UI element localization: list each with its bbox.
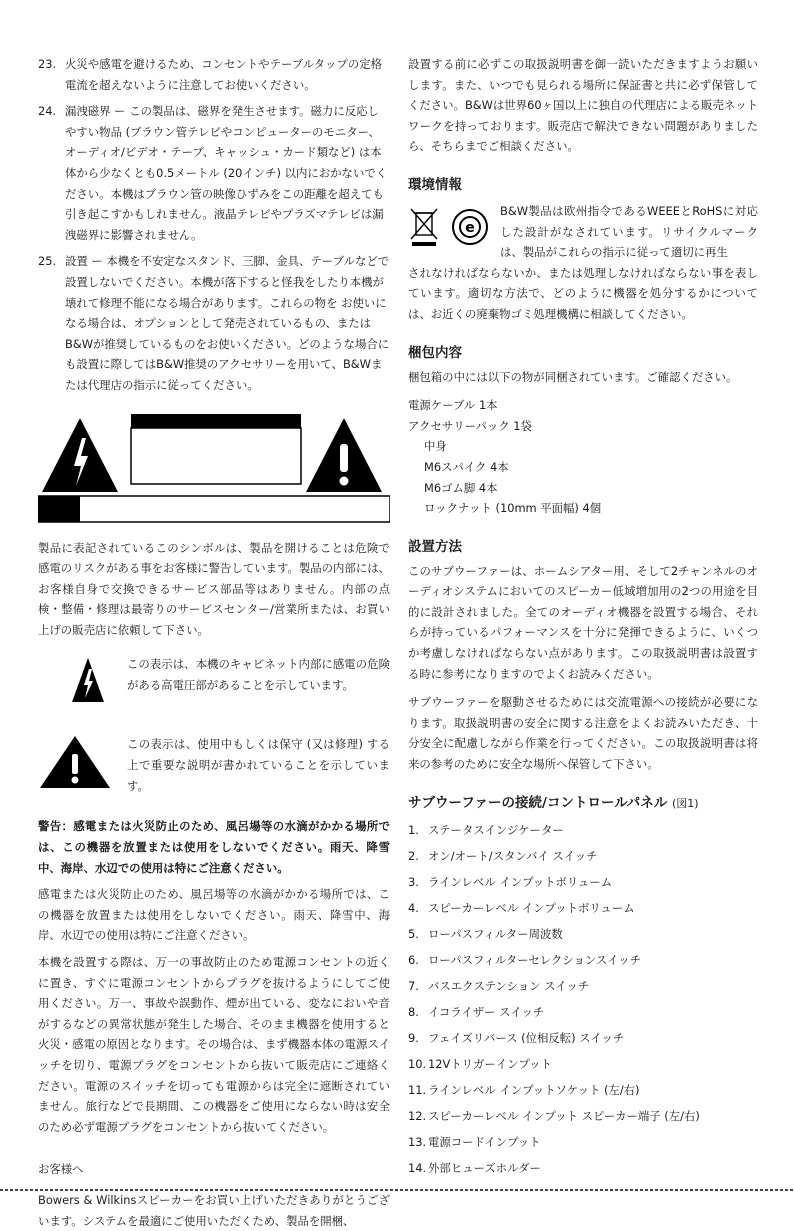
- list-item: [408, 1028, 758, 1048]
- environment-heading: 環境情報: [408, 176, 462, 193]
- warning-paragraph: 感電または火災防止のため、風呂場等の水滴がかかる場所では、この機器を放置または使用をしないでください。雨天、降雪中、海岸、水辺での使用は特にご注意ください。: [38, 887, 390, 943]
- item-text: 火災や感電を避けるため、コンセントやテーブルタップの定格電流を超えないように注意してお使いください。: [65, 57, 383, 92]
- safety-item-23: [38, 54, 390, 95]
- exclamation-description: この表示は、使用中もしくは保守 (又は修理) する上で重要な説明が書かれていることを示しています。: [127, 737, 390, 793]
- list-item: [408, 820, 758, 840]
- package-intro: 梱包箱の中には以下の物が同梱されています。ご確認ください。: [408, 369, 738, 384]
- item-number: 13.: [408, 1134, 427, 1149]
- list-item: [408, 976, 758, 996]
- list-item: M6スパイク 4本: [424, 459, 509, 474]
- thanks-paragraph: Bowers & Wilkinsスピーカーをお買い上げいただきありがとうございます。システムを最適にご使用いただくため、製品を開梱、: [38, 1192, 390, 1228]
- item-number: 1.: [408, 822, 419, 837]
- symbol-paragraph: 製品に表記されているこのシンボルは、製品を開けることは危険で感電のリスクがある事をお客様に警告しています。製品の内部には、お客様自身で交換できるサービス部品等はありません。内部の点検・整備・修理は最寄りのサービスセンター/営業所または、お買い上げの販売店に依頼して下さい。: [38, 540, 390, 637]
- list-item: [408, 846, 758, 866]
- lightning-symbol-icon: [72, 656, 104, 704]
- page-bottom-border: [0, 1189, 794, 1191]
- item-number: 9.: [408, 1030, 419, 1045]
- warning-strip-box: [38, 496, 390, 522]
- caution-graphic: [38, 410, 390, 528]
- weee-bin-icon: [411, 209, 437, 246]
- list-item: [408, 1106, 758, 1126]
- item-number: 5.: [408, 926, 419, 941]
- warning-strip-block: [38, 496, 80, 522]
- list-item: [408, 1054, 758, 1074]
- exclamation-dot: [340, 476, 349, 485]
- item-number: 11.: [408, 1082, 427, 1097]
- item-text: 漏洩磁界 ー この製品は、磁界を発生させます。磁力に反応しやすい物品 (ブラウン管テレビやコンピューターのモニター、オーディオ/ビデオ・テープ、キャッシュ・カード類など) は本体から少なくとも0.5メートル (20インチ) 以内におかないでください。本機はブラウン管の映像ひずみをこの距離を超えても引き起こすかもしれません。液晶テレビやプラズマテレビは漏洩磁界に影響されません。: [65, 104, 388, 242]
- item-text: 外部ヒューズホルダー: [428, 1160, 541, 1175]
- list-item: [408, 950, 758, 970]
- item-number: 23.: [38, 57, 57, 71]
- item-text: ステータスインジケーター: [428, 822, 564, 837]
- item-text: スピーカーレベル インプットボリューム: [428, 900, 635, 915]
- right-column: [408, 54, 758, 1184]
- list-item: 電源ケーブル 1本: [408, 398, 498, 413]
- item-text: スピーカーレベル インプット スピーカー端子 (左/右): [428, 1108, 700, 1123]
- item-text: 12Vトリガーインプット: [428, 1056, 552, 1071]
- left-column: [38, 54, 390, 1231]
- item-text: ラインレベル インプットソケット (左/右): [428, 1082, 640, 1097]
- item-number: 25.: [38, 254, 57, 269]
- exclamation-bar: [340, 444, 348, 472]
- setup-paragraph-1: このサブウーファーは、ホームシアター用、そして2チャンネルのオーディオシステムにおいてのスピーカー低域増加用の2つの用途を目的に設計されました。全てのオーディオ機器を設置する場合、それらが持っているパフォーマンスを十分に発揮できるように、いくつか考慮しなければならない点があります。この取扱説明書は設置する時に参考になりますのでよくお読みください。: [408, 563, 758, 681]
- item-text: 設置 ー 本機を不安定なスタンド、三脚、金具、テーブルなどで設置しないでください。本機が落下すると怪我をしたり本機が壊れて修理不能になる場合があります。これらの物を お使いになる場合は、オプションとして発売されているもの、またはB&Wが推奨しているものをお使いください。どのような場合にも設置に際してはB&W推奨のアクセサリーを用いて、B&Wまたは代理店の指示に従ってください。: [65, 254, 390, 392]
- item-text: バスエクステンション スイッチ: [428, 978, 590, 993]
- package-contents-heading: 梱包内容: [408, 344, 462, 361]
- safety-item-25: [38, 251, 390, 395]
- item-text: 電源コードインプット: [428, 1134, 541, 1149]
- environment-paragraph-rest: されなければならないか、または処理しなければならない事を表しています。適切な方法で、どのように機器を処分するかについては、お近くの廃棄物ゴミ処理機構に相談してください。: [408, 265, 758, 321]
- list-item: ロックナット (10mm 平面幅) 4個: [424, 501, 602, 516]
- list-item: [408, 924, 758, 944]
- connection-heading: [408, 793, 758, 814]
- rohs-e-icon: [453, 210, 487, 244]
- item-number: 12.: [408, 1108, 427, 1123]
- greeting: お客様へ: [38, 1162, 84, 1177]
- figure-reference: (図1): [671, 796, 699, 810]
- list-item: [408, 898, 758, 918]
- item-number: 7.: [408, 978, 419, 993]
- lightning-description: この表示は、本機のキャビネット内部に感電の危険がある高電圧部があることを示しています。: [127, 657, 390, 693]
- intro-paragraph: 設置する前に必ずこの取扱説明書を御一読いただきますようお願いします。また、いつでも見られる場所に保証書と共に必ず保管してください。B&Wは世界60ヶ国以上に独自の代理店による販売ネットワークを持っております。販売店で解決できない問題がありましたら、そちらまでご相談ください。: [408, 57, 759, 154]
- item-text: フェイズリバース (位相反転) スイッチ: [428, 1030, 625, 1045]
- package-list: [408, 395, 758, 519]
- caution-header-bar: [131, 414, 301, 428]
- connection-list: [408, 820, 758, 1178]
- item-text: ローパスフィルターセレクションスイッチ: [428, 952, 642, 967]
- item-number: 8.: [408, 1004, 419, 1019]
- item-text: ローパスフィルター周波数: [428, 926, 563, 941]
- list-item: [408, 1080, 758, 1100]
- environment-section: [408, 201, 758, 325]
- item-number: 3.: [408, 874, 419, 889]
- install-paragraph: 本機を設置する際は、万一の事故防止のため電源コンセントの近くに置き、すぐに電源コンセントからプラグを抜けるようにしてご使用ください。万一、事故や誤動作、煙が出ている、変なにおいや音がするなどの異常状態が発生した場合、そのまま機器を使用すると火災・感電の原因となります。その場合は、まず機器本体の電源スイッチを切り、電源プラグをコンセントから抜いて販売店にご連絡ください。電源のスイッチを切っても電源からは完全に遮断されていません。旅行などで長期間、この機器をご使用にならない時は安全のため必ず電源プラグをコンセントから抜いてください。: [38, 955, 390, 1134]
- item-text: ラインレベル インプットボリューム: [428, 874, 613, 889]
- svg-text:e: e: [465, 219, 475, 236]
- list-item: [408, 872, 758, 892]
- item-number: 6.: [408, 952, 419, 967]
- exclamation-symbol-icon: [38, 734, 112, 790]
- caution-text-box: [131, 428, 301, 484]
- safety-item-24: [38, 101, 390, 245]
- item-number: 2.: [408, 848, 419, 863]
- item-number: 4.: [408, 900, 419, 915]
- warning-bold-paragraph: 警告：感電または火災防止のため、風呂場等の水滴がかかる場所では、この機器を放置または使用をしないでください。雨天、降雪中、海岸、水辺での使用は特にご注意ください。: [38, 819, 390, 875]
- exclamation-symbol-row: [38, 734, 390, 804]
- caution-label-svg: [38, 410, 390, 528]
- list-item: M6ゴム脚 4本: [424, 480, 498, 495]
- list-item: 中身: [424, 439, 447, 454]
- connection-heading-text: サブウーファーの接続/コントロールパネル: [408, 794, 668, 811]
- item-number: 14.: [408, 1160, 427, 1175]
- setup-paragraph-2: サブウーファーを駆動させるためには交流電源への接続が必要になります。取扱説明書の安全に関する注意をよくお読みいただき、十分安全に配慮しながら作業を行ってください。この取扱説明書は将来の参考のために安全な場所へ保管して下さい。: [408, 695, 758, 772]
- list-item: アクセサリーパック 1袋: [408, 418, 532, 433]
- item-text: オン/オート/スタンバイ スイッチ: [428, 848, 598, 863]
- setup-heading: 設置方法: [408, 538, 462, 555]
- list-item: [408, 1158, 758, 1178]
- list-item: [408, 1002, 758, 1022]
- environment-paragraph-top: B&W製品は欧州指令であるWEEEとRoHSに対応した設計がなされています。リサイクルマークは、製品がこれらの指示に従って適切に再生: [500, 203, 758, 260]
- recycle-marks: [408, 205, 492, 249]
- item-text: イコライザー スイッチ: [428, 1004, 545, 1019]
- item-number: 24.: [38, 104, 57, 119]
- item-number: 10.: [408, 1056, 427, 1071]
- lightning-symbol-row: [38, 654, 390, 712]
- list-item: [408, 1132, 758, 1152]
